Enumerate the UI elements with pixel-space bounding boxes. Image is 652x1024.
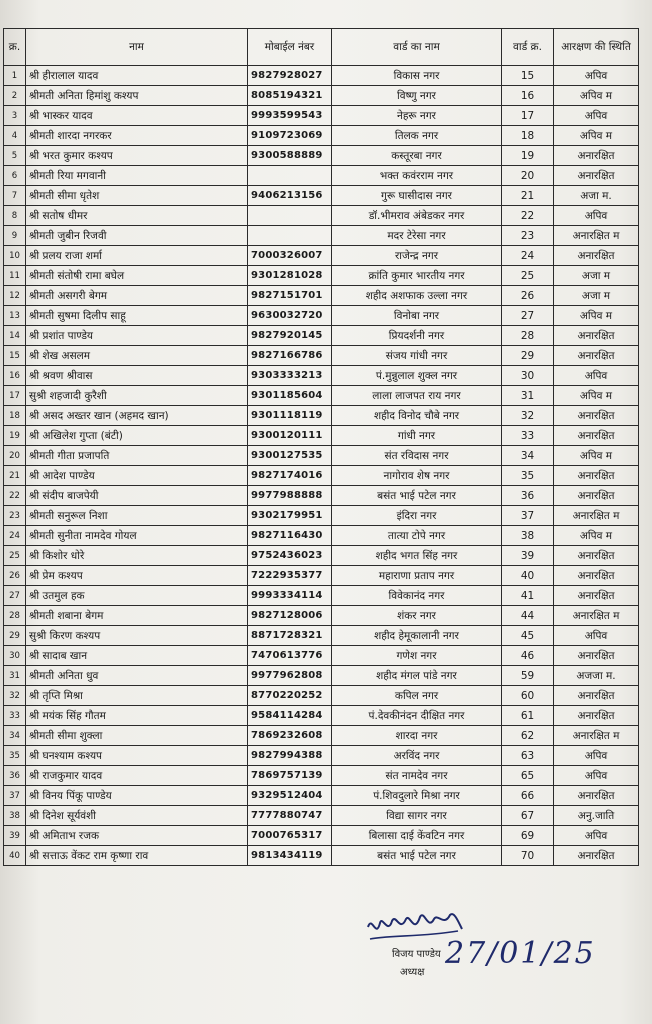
- mobile-number: 9300588889: [248, 146, 332, 166]
- ward-number: 33: [502, 426, 554, 446]
- table-row: [4, 606, 639, 626]
- member-name: सुश्री शहजादी कुरैशी: [26, 386, 248, 406]
- ward-number: 30: [502, 366, 554, 386]
- mobile-number: 7869232608: [248, 726, 332, 746]
- mobile-number: 9827151701: [248, 286, 332, 306]
- reservation-status: अनारक्षित: [554, 346, 639, 366]
- reservation-status: अनारक्षित: [554, 406, 639, 426]
- ward-number: 38: [502, 526, 554, 546]
- table-row: [4, 526, 639, 546]
- reservation-status: अपिव: [554, 206, 639, 226]
- mobile-number: 9827928027: [248, 66, 332, 86]
- ward-number: 19: [502, 146, 554, 166]
- member-name: श्री अखिलेश गुप्ता (बंटी): [26, 426, 248, 446]
- member-name: श्रीमती सुनीता नामदेव गोयल: [26, 526, 248, 546]
- mobile-number: 9827116430: [248, 526, 332, 546]
- ward-name: विकास नगर: [332, 66, 502, 86]
- ward-name: संत नामदेव नगर: [332, 766, 502, 786]
- ward-name: शहीद भगत सिंह नगर: [332, 546, 502, 566]
- row-number: 34: [4, 726, 26, 746]
- table-row: [4, 446, 639, 466]
- ward-number: 61: [502, 706, 554, 726]
- reservation-status: अपिव: [554, 766, 639, 786]
- reservation-status: अनारक्षित: [554, 786, 639, 806]
- table-row: [4, 286, 639, 306]
- member-name: श्रीमती असगरी बेगम: [26, 286, 248, 306]
- table-header-row: [4, 29, 639, 66]
- ward-number: 29: [502, 346, 554, 366]
- row-number: 2: [4, 86, 26, 106]
- ward-name: गणेश नगर: [332, 646, 502, 666]
- member-name: श्री तृप्ति मिश्रा: [26, 686, 248, 706]
- header-ward-no: वार्ड क्र.: [502, 29, 554, 66]
- reservation-status: अनारक्षित: [554, 546, 639, 566]
- mobile-number: 9300127535: [248, 446, 332, 466]
- reservation-status: अनारक्षित: [554, 146, 639, 166]
- ward-name: प्रियदर्शनी नगर: [332, 326, 502, 346]
- table-row: [4, 146, 639, 166]
- table-row: [4, 846, 639, 866]
- row-number: 13: [4, 306, 26, 326]
- row-number: 28: [4, 606, 26, 626]
- ward-name: पं.देवकीनंदन दीक्षित नगर: [332, 706, 502, 726]
- ward-name: इंदिरा नगर: [332, 506, 502, 526]
- ward-number: 31: [502, 386, 554, 406]
- mobile-number: 9977962808: [248, 666, 332, 686]
- row-number: 38: [4, 806, 26, 826]
- reservation-status: अनारक्षित: [554, 246, 639, 266]
- ward-name: विनोबा नगर: [332, 306, 502, 326]
- mobile-number: 9303333213: [248, 366, 332, 386]
- ward-number: 16: [502, 86, 554, 106]
- mobile-number: 9977988888: [248, 486, 332, 506]
- row-number: 5: [4, 146, 26, 166]
- table-row: [4, 806, 639, 826]
- ward-number: 20: [502, 166, 554, 186]
- row-number: 23: [4, 506, 26, 526]
- header-reservation: आरक्षण की स्थिति: [554, 29, 639, 66]
- row-number: 36: [4, 766, 26, 786]
- member-name: सुश्री किरण कश्यप: [26, 626, 248, 646]
- table-row: [4, 546, 639, 566]
- reservation-status: अनारक्षित: [554, 566, 639, 586]
- table-row: [4, 566, 639, 586]
- mobile-number: 7869757139: [248, 766, 332, 786]
- ward-number: 17: [502, 106, 554, 126]
- ward-name: लाला लाजपत राय नगर: [332, 386, 502, 406]
- mobile-number: 9752436023: [248, 546, 332, 566]
- table-row: [4, 826, 639, 846]
- ward-number: 23: [502, 226, 554, 246]
- reservation-status: अनारक्षित म: [554, 726, 639, 746]
- member-name: श्री प्रलय राजा शर्मा: [26, 246, 248, 266]
- member-name: श्री दिनेश सूर्यवंशी: [26, 806, 248, 826]
- reservation-status: अजा म: [554, 286, 639, 306]
- ward-number: 24: [502, 246, 554, 266]
- ward-name: पं.शिवदुलारे मिश्रा नगर: [332, 786, 502, 806]
- reservation-status: अनारक्षित: [554, 586, 639, 606]
- reservation-status: अजा म.: [554, 186, 639, 206]
- mobile-number: 9584114284: [248, 706, 332, 726]
- ward-number: 41: [502, 586, 554, 606]
- member-name: श्रीमती अनिता धुव: [26, 666, 248, 686]
- reservation-status: अनारक्षित: [554, 426, 639, 446]
- row-number: 7: [4, 186, 26, 206]
- ward-name: मदर टेरेसा नगर: [332, 226, 502, 246]
- row-number: 39: [4, 826, 26, 846]
- reservation-status: अनारक्षित: [554, 686, 639, 706]
- ward-number: 59: [502, 666, 554, 686]
- ward-name: विष्णु नगर: [332, 86, 502, 106]
- row-number: 8: [4, 206, 26, 226]
- reservation-status: अपिव म: [554, 126, 639, 146]
- mobile-number: 9300120111: [248, 426, 332, 446]
- ward-name: डॉ.भीमराव अंबेडकर नगर: [332, 206, 502, 226]
- reservation-status: अनारक्षित: [554, 486, 639, 506]
- ward-name: बसंत भाई पटेल नगर: [332, 846, 502, 866]
- ward-number: 35: [502, 466, 554, 486]
- ward-name: पं.मुन्नुलाल शुक्ल नगर: [332, 366, 502, 386]
- table-row: [4, 766, 639, 786]
- reservation-status: अपिव म: [554, 526, 639, 546]
- table-row: [4, 166, 639, 186]
- mobile-number: 9993334114: [248, 586, 332, 606]
- table-row: [4, 66, 639, 86]
- reservation-status: अपिव: [554, 746, 639, 766]
- mobile-number: 9630032720: [248, 306, 332, 326]
- row-number: 26: [4, 566, 26, 586]
- row-number: 19: [4, 426, 26, 446]
- reservation-status: अजा म: [554, 266, 639, 286]
- ward-number: 27: [502, 306, 554, 326]
- row-number: 10: [4, 246, 26, 266]
- signer-role: अध्यक्ष: [400, 967, 425, 978]
- member-name: श्री श्रवण श्रीवास: [26, 366, 248, 386]
- ward-number: 34: [502, 446, 554, 466]
- member-name: श्री सत्ताऊ वेंकट राम कृष्णा राव: [26, 846, 248, 866]
- ward-number: 46: [502, 646, 554, 666]
- member-name: श्रीमती अनिता हिमांशु कश्यप: [26, 86, 248, 106]
- ward-name: शहीद विनोद चौबे नगर: [332, 406, 502, 426]
- mobile-number: 9827994388: [248, 746, 332, 766]
- table-row: [4, 126, 639, 146]
- ward-name: संत रविदास नगर: [332, 446, 502, 466]
- ward-number: 40: [502, 566, 554, 586]
- member-name: श्री संदीप बाजपेयी: [26, 486, 248, 506]
- ward-number: 66: [502, 786, 554, 806]
- member-name: श्रीमती सुषमा दिलीप साहू: [26, 306, 248, 326]
- table-row: [4, 466, 639, 486]
- member-name: श्रीमती सनुरूल निशा: [26, 506, 248, 526]
- ward-number: 22: [502, 206, 554, 226]
- mobile-number: 9301281028: [248, 266, 332, 286]
- table-row: [4, 326, 639, 346]
- ward-name: महाराणा प्रताप नगर: [332, 566, 502, 586]
- reservation-status: अपिव म: [554, 306, 639, 326]
- ward-name: विद्या सागर नगर: [332, 806, 502, 826]
- row-number: 21: [4, 466, 26, 486]
- ward-number: 69: [502, 826, 554, 846]
- member-name: श्री किशोर धोरे: [26, 546, 248, 566]
- member-name: श्री मयंक सिंह गौतम: [26, 706, 248, 726]
- mobile-number: 7470613776: [248, 646, 332, 666]
- row-number: 1: [4, 66, 26, 86]
- reservation-status: अनारक्षित: [554, 466, 639, 486]
- row-number: 35: [4, 746, 26, 766]
- row-number: 17: [4, 386, 26, 406]
- member-name: श्री असद अख्तर खान (अहमद खान): [26, 406, 248, 426]
- table-row: [4, 246, 639, 266]
- ward-name: बिलासा दाई केंवटिन नगर: [332, 826, 502, 846]
- reservation-status: अनारक्षित म: [554, 226, 639, 246]
- table-row: [4, 306, 639, 326]
- reservation-status: अनारक्षित: [554, 166, 639, 186]
- mobile-number: 7222935377: [248, 566, 332, 586]
- table-row: [4, 706, 639, 726]
- table-row: [4, 206, 639, 226]
- mobile-number: 8770220252: [248, 686, 332, 706]
- table-row: [4, 626, 639, 646]
- reservation-status: अपिव: [554, 66, 639, 86]
- table-row: [4, 406, 639, 426]
- reservation-status: अनारक्षित: [554, 326, 639, 346]
- table-row: [4, 346, 639, 366]
- member-name: श्री भास्कर यादव: [26, 106, 248, 126]
- table-row: [4, 786, 639, 806]
- member-name: श्री राजकुमार यादव: [26, 766, 248, 786]
- reservation-status: अपिव म: [554, 386, 639, 406]
- table-row: [4, 426, 639, 446]
- table-row: [4, 266, 639, 286]
- mobile-number: 9301118119: [248, 406, 332, 426]
- mobile-number: [248, 206, 332, 226]
- row-number: 6: [4, 166, 26, 186]
- table-row: [4, 506, 639, 526]
- ward-name: शहीद अशफाक उल्ला नगर: [332, 286, 502, 306]
- member-name: श्री प्रशांत पाण्डेय: [26, 326, 248, 346]
- table-row: [4, 486, 639, 506]
- ward-number: 25: [502, 266, 554, 286]
- member-name: श्रीमती सीमा धृतेश: [26, 186, 248, 206]
- table-row: [4, 586, 639, 606]
- reservation-status: अपिव म: [554, 446, 639, 466]
- ward-number: 63: [502, 746, 554, 766]
- member-name: श्री अमिताभ रजक: [26, 826, 248, 846]
- row-number: 24: [4, 526, 26, 546]
- member-name: श्रीमती रिया मगवानी: [26, 166, 248, 186]
- ward-number: 60: [502, 686, 554, 706]
- mobile-number: 9993599543: [248, 106, 332, 126]
- mobile-number: 8871728321: [248, 626, 332, 646]
- row-number: 15: [4, 346, 26, 366]
- row-number: 22: [4, 486, 26, 506]
- table-row: [4, 386, 639, 406]
- member-name: श्री भरत कुमार कश्यप: [26, 146, 248, 166]
- table-row: [4, 746, 639, 766]
- ward-name: शारदा नगर: [332, 726, 502, 746]
- mobile-number: 7000326007: [248, 246, 332, 266]
- mobile-number: 9329512404: [248, 786, 332, 806]
- row-number: 3: [4, 106, 26, 126]
- ward-name: बसंत भाई पटेल नगर: [332, 486, 502, 506]
- reservation-status: अनारक्षित: [554, 646, 639, 666]
- ward-number: 28: [502, 326, 554, 346]
- signer-name: विजय पाण्डेय: [392, 949, 441, 960]
- reservation-status: अपिव म: [554, 86, 639, 106]
- mobile-number: 9827166786: [248, 346, 332, 366]
- table-row: [4, 186, 639, 206]
- table-row: [4, 646, 639, 666]
- member-name: श्री शेख असलम: [26, 346, 248, 366]
- ward-number: 32: [502, 406, 554, 426]
- ward-name: अरविंद नगर: [332, 746, 502, 766]
- ward-number: 26: [502, 286, 554, 306]
- ward-number: 37: [502, 506, 554, 526]
- row-number: 18: [4, 406, 26, 426]
- mobile-number: 7777880747: [248, 806, 332, 826]
- ward-number: 45: [502, 626, 554, 646]
- table-body: [4, 66, 639, 866]
- row-number: 14: [4, 326, 26, 346]
- ward-number: 44: [502, 606, 554, 626]
- row-number: 29: [4, 626, 26, 646]
- ward-name: भक्त कवंरराम नगर: [332, 166, 502, 186]
- mobile-number: [248, 166, 332, 186]
- mobile-number: 9301185604: [248, 386, 332, 406]
- reservation-status: अजजा म.: [554, 666, 639, 686]
- table-row: [4, 726, 639, 746]
- ward-number: 15: [502, 66, 554, 86]
- member-name: श्री सतोष धीमर: [26, 206, 248, 226]
- reservation-status: अपिव: [554, 626, 639, 646]
- ward-number: 39: [502, 546, 554, 566]
- ward-name: विवेकानंद नगर: [332, 586, 502, 606]
- table-row: [4, 106, 639, 126]
- member-name: श्री घनश्याम कश्यप: [26, 746, 248, 766]
- mobile-number: 9827174016: [248, 466, 332, 486]
- member-name: श्रीमती सीमा शुक्ला: [26, 726, 248, 746]
- reservation-status: अनारक्षित: [554, 846, 639, 866]
- row-number: 11: [4, 266, 26, 286]
- reservation-status: अनु.जाति: [554, 806, 639, 826]
- mobile-number: 9302179951: [248, 506, 332, 526]
- mobile-number: [248, 226, 332, 246]
- table-row: [4, 366, 639, 386]
- member-name: श्रीमती शबाना बेगम: [26, 606, 248, 626]
- member-name: श्री प्रेम कश्यप: [26, 566, 248, 586]
- mobile-number: 9827920145: [248, 326, 332, 346]
- ward-name: गांधी नगर: [332, 426, 502, 446]
- ward-name: शहीद हेमूकालानी नगर: [332, 626, 502, 646]
- table-row: [4, 686, 639, 706]
- ward-number: 36: [502, 486, 554, 506]
- reservation-status: अनारक्षित म: [554, 606, 639, 626]
- row-number: 25: [4, 546, 26, 566]
- member-name: श्री विनय पिंकू पाण्डेय: [26, 786, 248, 806]
- row-number: 40: [4, 846, 26, 866]
- header-mobile: मोबाईल नंबर: [248, 29, 332, 66]
- ward-name: तात्या टोपे नगर: [332, 526, 502, 546]
- row-number: 31: [4, 666, 26, 686]
- ward-name: क्रांति कुमार भारतीय नगर: [332, 266, 502, 286]
- member-name: श्री हीरालाल यादव: [26, 66, 248, 86]
- ward-name: नेहरू नगर: [332, 106, 502, 126]
- row-number: 33: [4, 706, 26, 726]
- reservation-status: अपिव: [554, 366, 639, 386]
- ward-number: 18: [502, 126, 554, 146]
- member-name: श्रीमती जुबीन रिजवी: [26, 226, 248, 246]
- member-name: श्रीमती गीता प्रजापति: [26, 446, 248, 466]
- row-number: 12: [4, 286, 26, 306]
- member-table: [3, 28, 639, 866]
- mobile-number: 9827128006: [248, 606, 332, 626]
- table-row: [4, 86, 639, 106]
- header-num: क्र.: [4, 29, 26, 66]
- table-row: [4, 666, 639, 686]
- reservation-status: अनारक्षित म: [554, 506, 639, 526]
- ward-number: 70: [502, 846, 554, 866]
- ward-name: नागोराव शेष नगर: [332, 466, 502, 486]
- ward-name: शहीद मंगल पांडे नगर: [332, 666, 502, 686]
- member-name: श्री उतमुल हक: [26, 586, 248, 606]
- row-number: 27: [4, 586, 26, 606]
- ward-number: 65: [502, 766, 554, 786]
- reservation-status: अपिव: [554, 106, 639, 126]
- ward-number: 62: [502, 726, 554, 746]
- ward-name: शंकर नगर: [332, 606, 502, 626]
- ward-number: 21: [502, 186, 554, 206]
- reservation-status: अनारक्षित: [554, 706, 639, 726]
- row-number: 32: [4, 686, 26, 706]
- ward-name: गुरू घासीदास नगर: [332, 186, 502, 206]
- reservation-status: अपिव: [554, 826, 639, 846]
- row-number: 9: [4, 226, 26, 246]
- ward-name: कस्तूरबा नगर: [332, 146, 502, 166]
- ward-name: तिलक नगर: [332, 126, 502, 146]
- ward-name: कपिल नगर: [332, 686, 502, 706]
- ward-name: संजय गांधी नगर: [332, 346, 502, 366]
- table-row: [4, 226, 639, 246]
- mobile-number: 7000765317: [248, 826, 332, 846]
- member-name: श्री सादाब खान: [26, 646, 248, 666]
- member-name: श्री आदेश पाण्डेय: [26, 466, 248, 486]
- member-name: श्रीमती शारदा नगरकर: [26, 126, 248, 146]
- row-number: 16: [4, 366, 26, 386]
- ward-number: 67: [502, 806, 554, 826]
- member-name: श्रीमती संतोषी रामा बघेल: [26, 266, 248, 286]
- header-name: नाम: [26, 29, 248, 66]
- mobile-number: 8085194321: [248, 86, 332, 106]
- mobile-number: 9406213156: [248, 186, 332, 206]
- header-ward-name: वार्ड का नाम: [332, 29, 502, 66]
- row-number: 37: [4, 786, 26, 806]
- mobile-number: 9813434119: [248, 846, 332, 866]
- signature-date: 27/01/25: [445, 936, 596, 971]
- ward-name: राजेन्द्र नगर: [332, 246, 502, 266]
- mobile-number: 9109723069: [248, 126, 332, 146]
- row-number: 4: [4, 126, 26, 146]
- row-number: 20: [4, 446, 26, 466]
- row-number: 30: [4, 646, 26, 666]
